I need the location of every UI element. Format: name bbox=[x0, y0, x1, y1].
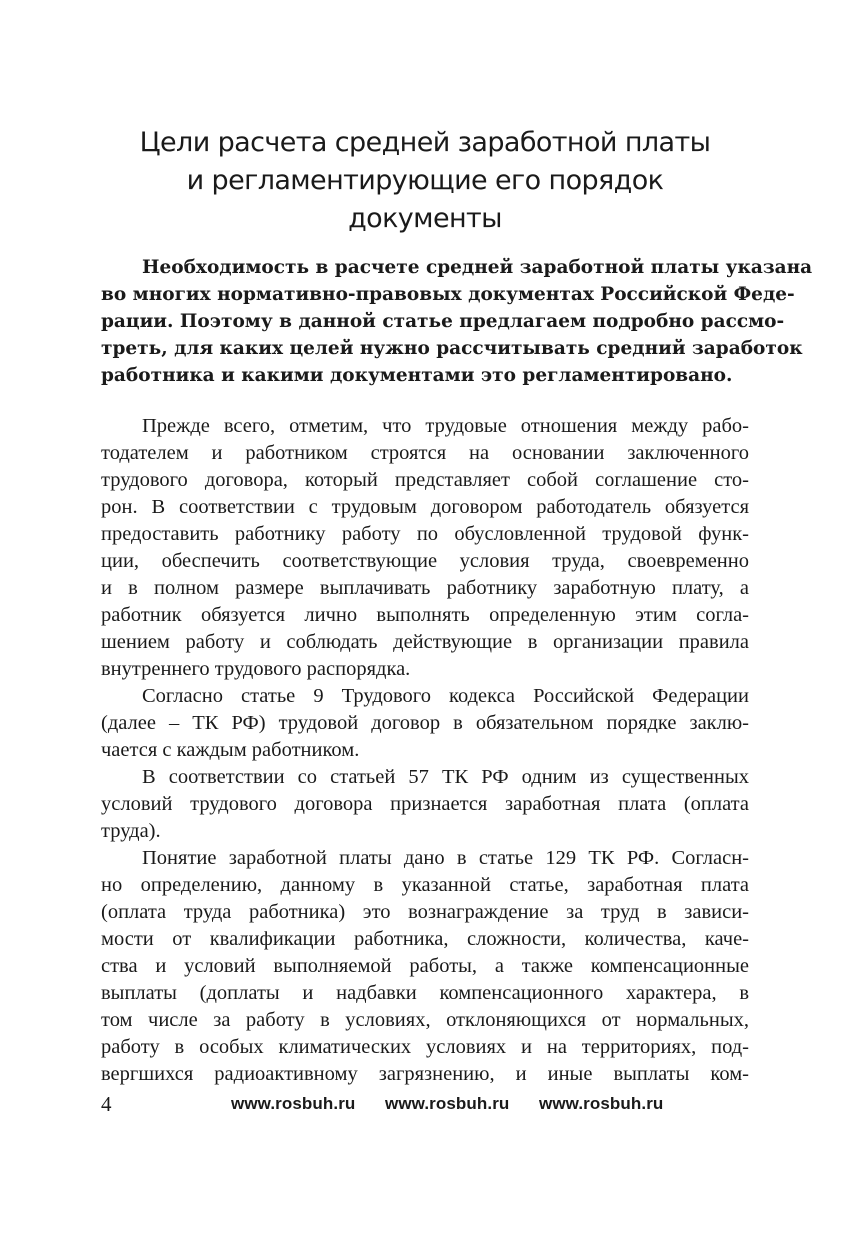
body-line: ства и условий выполняемой работы, а также компенсационные bbox=[101, 955, 749, 977]
body-line: Согласно статье 9 Трудового кодекса Российской Федерации bbox=[142, 685, 749, 707]
title-line: Цели расчета средней заработной платы bbox=[139, 127, 711, 158]
body-line: условий трудового договора признается заработная плата (оплата bbox=[101, 793, 749, 815]
page-footer bbox=[101, 1094, 749, 1118]
body-line: вергшихся радиоактивному загрязнению, и иные выплаты ком- bbox=[101, 1063, 749, 1085]
lead-line: рации. Поэтому в данной статье предлагаем подробно рассмо- bbox=[101, 311, 785, 332]
lead-line: работника и какими документами это регламентировано. bbox=[101, 365, 733, 386]
footer-site-link[interactable]: www.rosbuh.ru bbox=[231, 1094, 356, 1113]
body-line: Прежде всего, отметим, что трудовые отношения между рабо- bbox=[142, 415, 749, 437]
body-line: предоставить работнику работу по обусловленной трудовой функ- bbox=[101, 523, 749, 545]
lead-paragraph bbox=[101, 254, 813, 389]
body-line: шением работу и соблюдать действующие в организации правила bbox=[101, 631, 749, 653]
body-line: Понятие заработной платы дано в статье 129 ТК РФ. Согласн- bbox=[142, 847, 749, 869]
lead-line: Необходимость в расчете средней заработной платы указана bbox=[142, 257, 813, 278]
body-line: тодателем и работником строятся на основании заключенного bbox=[101, 442, 749, 464]
footer-site-link[interactable]: www.rosbuh.ru bbox=[385, 1094, 510, 1113]
body-line: и в полном размере выплачивать работнику заработную плату, а bbox=[101, 577, 749, 599]
page-number: 4 bbox=[101, 1092, 112, 1116]
body-line: но определению, данному в указанной статье, заработная плата bbox=[101, 874, 749, 896]
body-line: том числе за работу в условиях, отклоняющихся от нормальных, bbox=[101, 1009, 749, 1031]
body-line: выплаты (доплаты и надбавки компенсационного характера, в bbox=[101, 982, 749, 1004]
title-line: и регламентирующие его порядок bbox=[186, 165, 664, 196]
lead-line: во многих нормативно-правовых документах Российской Феде- bbox=[101, 284, 795, 305]
body-line: внутреннего трудового распорядка. bbox=[101, 658, 411, 680]
body-line: работник обязуется лично выполнять определенную этим согла- bbox=[101, 604, 749, 626]
article-title bbox=[100, 124, 750, 238]
lead-line: треть, для каких целей нужно рассчитывать средний заработок bbox=[101, 338, 803, 359]
body-line: рон. В соответствии с трудовым договором работодатель обязуется bbox=[101, 496, 749, 518]
article-body bbox=[101, 413, 749, 1088]
body-line: работу в особых климатических условиях и на территориях, под- bbox=[101, 1036, 749, 1058]
body-line: мости от квалификации работника, сложности, количества, каче- bbox=[101, 928, 749, 950]
footer-site-link[interactable]: www.rosbuh.ru bbox=[539, 1094, 664, 1113]
body-line: (оплата труда работника) это вознаграждение за труд в зависи- bbox=[101, 901, 749, 923]
body-line: трудового договора, который представляет собой соглашение сто- bbox=[101, 469, 749, 491]
body-line: В соответствии со статьей 57 ТК РФ одним из существенных bbox=[142, 766, 749, 788]
body-line: труда). bbox=[101, 820, 161, 842]
title-line: документы bbox=[348, 203, 502, 234]
body-line: чается с каждым работником. bbox=[101, 739, 360, 761]
body-line: (далее – ТК РФ) трудовой договор в обязательном порядке заклю- bbox=[101, 712, 749, 734]
body-line: ции, обеспечить соответствующие условия труда, своевременно bbox=[101, 550, 749, 572]
